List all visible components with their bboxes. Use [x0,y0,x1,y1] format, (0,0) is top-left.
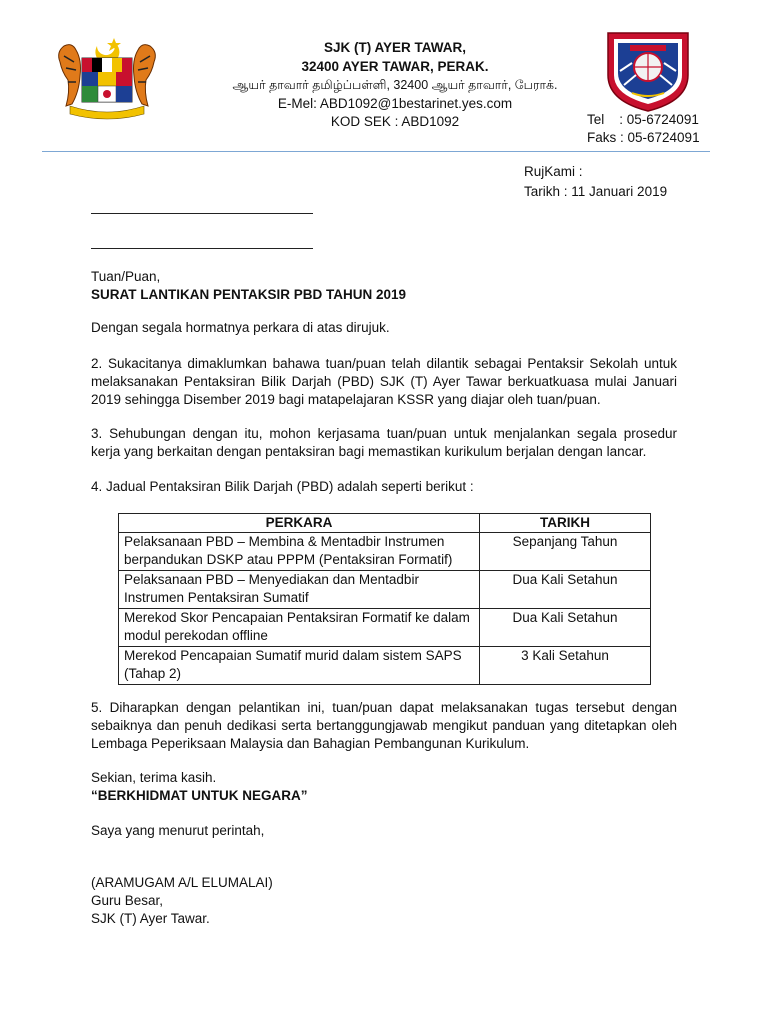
fax: Faks : 05-6724091 [587,130,700,145]
salutation-block [91,268,677,304]
school-email: E-Mel: ABD1092@1bestarinet.yes.com [277,95,513,111]
school-address-tamil: ஆயர் தாவார் தமிழ்ப்பள்ளி, 32400 ஆயர் தாவார், பேராக். [232,78,558,92]
signoff-text: Saya yang menurut perintah, [91,823,265,838]
letter-subject: SURAT LANTIKAN PENTAKSIR PBD TAHUN 2019 [91,287,407,302]
paragraph-text: 4. Jadual Pentaksiran Bilik Darjah (PBD) adalah seperti berikut : [91,479,474,494]
letterhead [170,39,620,132]
salutation: Tuan/Puan, [91,269,161,284]
telephone: Tel : 05-6724091 [587,112,699,127]
cell-tarikh: Sepanjang Tahun [480,533,651,571]
letter-date: Tarikh : 11 Januari 2019 [524,184,668,199]
cell-perkara: Merekod Pencapaian Sumatif murid dalam sistem SAPS (Tahap 2) [119,647,480,685]
signature-block [91,874,677,928]
paragraph-text: 3. Sehubungan dengan itu, mohon kerjasama tuan/puan untuk menjalankan segala prosedur kerja yang berkaitan dengan pentaksiran bagi memastikan kurikulum berjalan dengan lancar. [91,426,677,459]
addressee-line [91,248,313,249]
reference-block [524,162,667,202]
closing-text: Sekian, terima kasih. [91,770,217,785]
table-row [119,609,651,647]
school-address: 32400 AYER TAWAR, PERAK. [301,58,489,74]
column-header-perkara: PERKARA [119,514,480,533]
motto: “BERKHIDMAT UNTUK NEGARA” [91,788,308,803]
table-header-row [119,514,651,533]
column-header-tarikh: TARIKH [480,514,651,533]
signoff [91,822,677,840]
paragraph-4 [91,478,677,496]
coat-of-arms-logo [52,32,162,122]
paragraph-1 [91,319,677,337]
cell-perkara: Pelaksanaan PBD – Menyediakan dan Mentadbir Instrumen Pentaksiran Sumatif [119,571,480,609]
school-crest-icon [602,27,694,113]
signer-name: (ARAMUGAM A/L ELUMALAI) [91,875,273,890]
paragraph-2 [91,355,677,409]
table-row [119,533,651,571]
school-code: KOD SEK : ABD1092 [330,114,460,129]
paragraph-text: 2. Sukacitanya dimaklumkan bahawa tuan/puan telah dilantik sebagai Pentaksir Sekolah untuk melaksanakan Pentaksiran Bilik Darjah (PBD) SJK (T) Ayer Tawar berkuatkuasa mulai Januari 2019 sehingga Disember 2019 bagi matapelajaran KSSR yang diajar oleh tuan/puan. [91,356,677,407]
school-crest-logo [602,27,694,113]
malaysia-coat-of-arms-icon [52,32,162,122]
paragraph-text: Dengan segala hormatnya perkara di atas dirujuk. [91,320,390,335]
reference-number: RujKami : [524,164,583,179]
paragraph-text: 5. Diharapkan dengan pelantikan ini, tuan/puan dapat melaksanakan tugas tersebut dengan sebaiknya dan penuh dedikasi serta bertanggungjawab mengikut panduan yang ditetapkan oleh Lembaga Peperiksaan Malaysia dan Bahagian Pembangunan Kurikulum. [91,700,677,751]
addressee-line [91,213,313,214]
closing-block [91,769,677,805]
paragraph-5 [91,699,677,753]
header-divider [42,151,710,152]
cell-tarikh: 3 Kali Setahun [480,647,651,685]
cell-tarikh: Dua Kali Setahun [480,571,651,609]
cell-tarikh: Dua Kali Setahun [480,609,651,647]
pbd-schedule-table [118,513,651,685]
signer-school: SJK (T) Ayer Tawar. [91,911,210,926]
table-row [119,571,651,609]
cell-perkara: Merekod Skor Pencapaian Pentaksiran Formatif ke dalam modul perekodan offline [119,609,480,647]
signer-title: Guru Besar, [91,893,164,908]
paragraph-3 [91,425,677,461]
contact-numbers [587,111,700,147]
table-row [119,647,651,685]
cell-perkara: Pelaksanaan PBD – Membina & Mentadbir Instrumen berpandukan DSKP atau PPPM (Pentaksiran Formatif) [119,533,480,571]
school-name: SJK (T) AYER TAWAR, [323,40,466,55]
